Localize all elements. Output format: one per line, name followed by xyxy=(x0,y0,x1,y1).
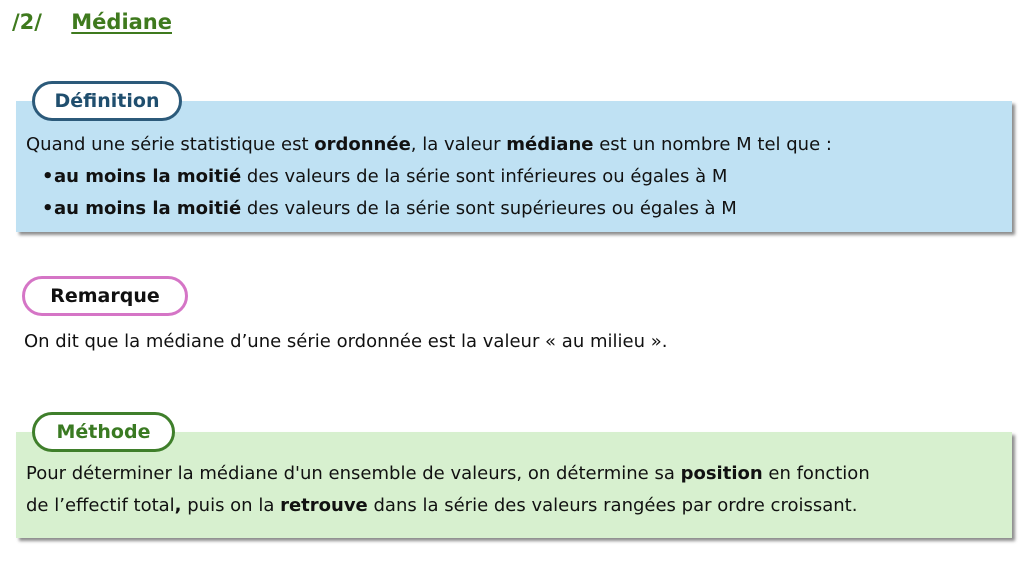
section-number: /2/ xyxy=(12,10,42,34)
methode-text-2: en fonction xyxy=(762,463,870,484)
definition-bullet-text: des valeurs de la série sont supérieures ou égales à M xyxy=(241,198,737,219)
definition-label: Définition xyxy=(32,81,182,121)
methode-bold-retrouve: retrouve xyxy=(280,495,368,516)
remarque-label: Remarque xyxy=(22,276,188,316)
definition-bullet xyxy=(42,165,727,189)
definition-intro-bold-2: médiane xyxy=(506,134,594,155)
bullet-icon: • xyxy=(42,198,54,219)
methode-text-1: Pour déterminer la médiane d'un ensemble de valeurs, on détermine sa xyxy=(26,463,681,484)
methode-label: Méthode xyxy=(32,412,175,452)
methode-bold-position: position xyxy=(680,463,763,484)
definition-intro-text-2: , la valeur xyxy=(410,134,507,155)
definition-intro-bold-1: ordonnée xyxy=(314,134,411,155)
definition-intro xyxy=(26,133,832,157)
definition-intro-text-1: Quand une série statistique est xyxy=(26,134,315,155)
definition-intro-text-3: est un nombre M tel que : xyxy=(593,134,832,155)
remarque-text: On dit que la médiane d’une série ordonnée est la valeur « au milieu ». xyxy=(24,331,668,352)
definition-bullet-bold: au moins la moitié xyxy=(54,166,242,187)
methode-text-3: de l’effectif total xyxy=(26,495,175,516)
section-heading xyxy=(12,10,172,34)
methode-comma: , xyxy=(174,495,182,516)
definition-bullet-text: des valeurs de la série sont inférieures ou égales à M xyxy=(241,166,728,187)
definition-bullet-bold: au moins la moitié xyxy=(54,198,242,219)
methode-line-2 xyxy=(26,494,857,518)
methode-text-5: dans la série des valeurs rangées par ordre croissant. xyxy=(367,495,858,516)
methode-line-1 xyxy=(26,462,870,486)
bullet-icon: • xyxy=(42,166,54,187)
section-title: Médiane xyxy=(71,10,172,34)
methode-text-4: puis on la xyxy=(181,495,281,516)
definition-bullet xyxy=(42,197,737,221)
